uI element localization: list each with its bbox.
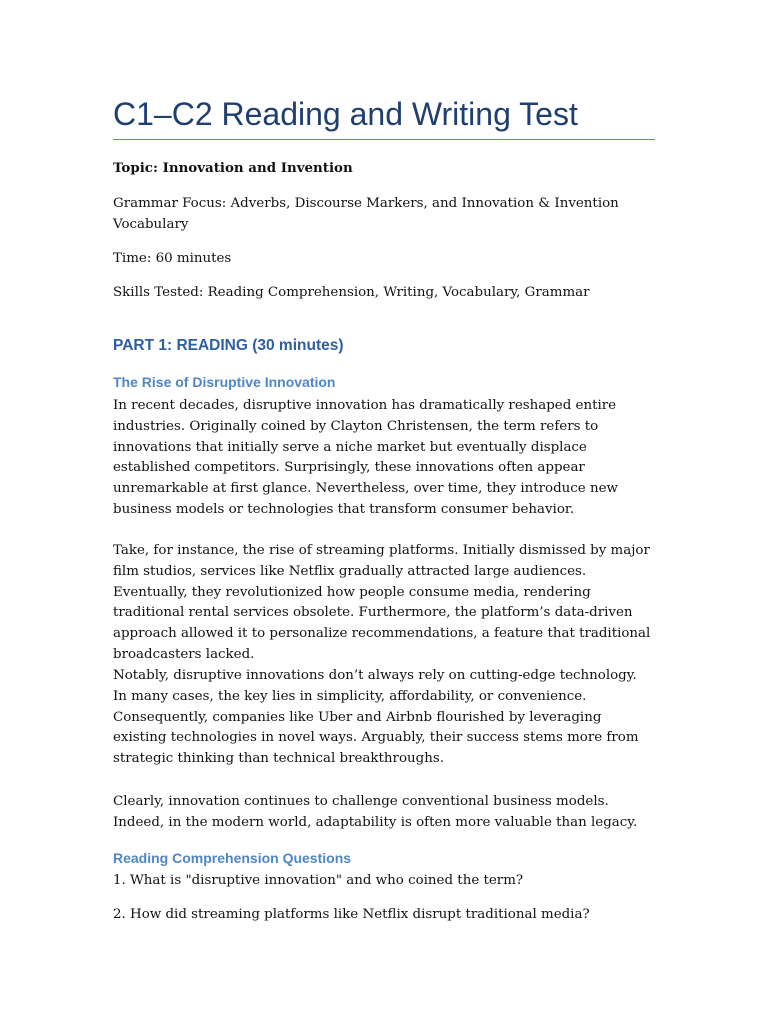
title-underline — [113, 139, 655, 140]
question-2: 2. How did streaming platforms like Netflix disrupt traditional media? — [113, 907, 590, 922]
part1-heading: PART 1: READING (30 minutes) — [113, 337, 344, 354]
passage-paragraph-4: Clearly, innovation continues to challenge conventional business models. Indeed, in the modern world, adaptability is often more valuable than legacy. — [113, 794, 638, 830]
passage-paragraph-3: Notably, disruptive innovations don’t always rely on cutting-edge technology. In many cases, the key lies in simplicity, affordability, or convenience. Consequently, companies like Uber and Airbnb flourished by leveraging existing technologies in novel ways. Arguably, their success stems more from strategic thinking than technical breakthroughs. — [113, 668, 639, 767]
passage-paragraph-2: Take, for instance, the rise of streaming platforms. Initially dismissed by major film studios, services like Netflix gradually attracted large audiences. Eventually, they revolutionized how people consume media, rendering traditional rental services obsolete. Furthermore, the platform’s data-driven approach allowed it to personalize recommendations, a feature that traditional broadcasters lacked. — [113, 543, 651, 662]
document-title: C1–C2 Reading and Writing Test — [113, 96, 578, 132]
question-1: 1. What is "disruptive innovation" and who coined the term? — [113, 873, 524, 888]
time-line: Time: 60 minutes — [113, 251, 232, 266]
topic-line: Topic: Innovation and Invention — [113, 160, 353, 176]
passage-title: The Rise of Disruptive Innovation — [113, 374, 336, 390]
questions-heading: Reading Comprehension Questions — [113, 850, 352, 866]
skills-line: Skills Tested: Reading Comprehension, Writing, Vocabulary, Grammar — [113, 285, 590, 300]
grammar-focus-line: Grammar Focus: Adverbs, Discourse Markers, and Innovation & Invention Vocabulary — [113, 196, 619, 232]
passage-paragraph-1: In recent decades, disruptive innovation has dramatically reshaped entire industries. Originally coined by Clayton Christensen, the term refers to innovations that initially serve a niche market but eventually displace established competitors. Surprisingly, these innovations often appear unremarkable at first glance. Nevertheless, over time, they introduce new business models or technologies that transform consumer behavior. — [113, 398, 618, 517]
